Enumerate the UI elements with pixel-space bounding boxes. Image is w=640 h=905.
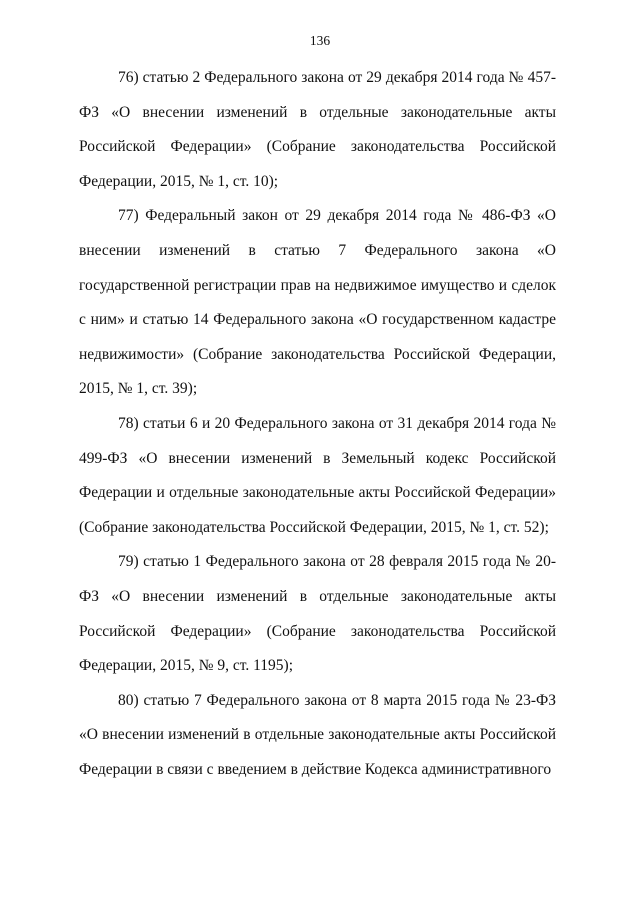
list-item-78: 78) статьи 6 и 20 Федерального закона от 31 декабря 2014 года № 499-ФЗ «О внесении изменений в Земельный кодекс Российской Федерации и отдельные законодательные акты Российской Федерации» (Собрание законодательства Российской Федерации, 2015, № 1, ст. 52);	[79, 414, 556, 536]
list-item-79: 79) статью 1 Федерального закона от 28 февраля 2015 года № 20-ФЗ «О внесении изменений в отдельные законодательные акты Российской Федерации» (Собрание законодательства Российской Федерации, 2015, № 9, ст. 1195);	[79, 553, 556, 675]
page-number: 136	[309, 33, 331, 48]
document-body	[79, 61, 556, 787]
list-item-80: 80) статью 7 Федерального закона от 8 марта 2015 года № 23-ФЗ «О внесении изменений в отдельные законодательные акты Российской Федерации в связи с введением в действие Кодекса административного	[79, 691, 556, 778]
list-item-77: 77) Федеральный закон от 29 декабря 2014 года № 486-ФЗ «О внесении изменений в статью 7 Федерального закона «О государственной регистрации прав на недвижимое имущество и сделок с ним» и статью 14 Федерального закона «О государственном кадастре недвижимости» (Собрание законодательства Российской Федерации, 2015, № 1, ст. 39);	[79, 207, 556, 398]
list-item-76: 76) статью 2 Федерального закона от 29 декабря 2014 года № 457-ФЗ «О внесении изменений в отдельные законодательные акты Российской Федерации» (Собрание законодательства Российской Федерации, 2015, № 1, ст. 10);	[79, 69, 556, 190]
